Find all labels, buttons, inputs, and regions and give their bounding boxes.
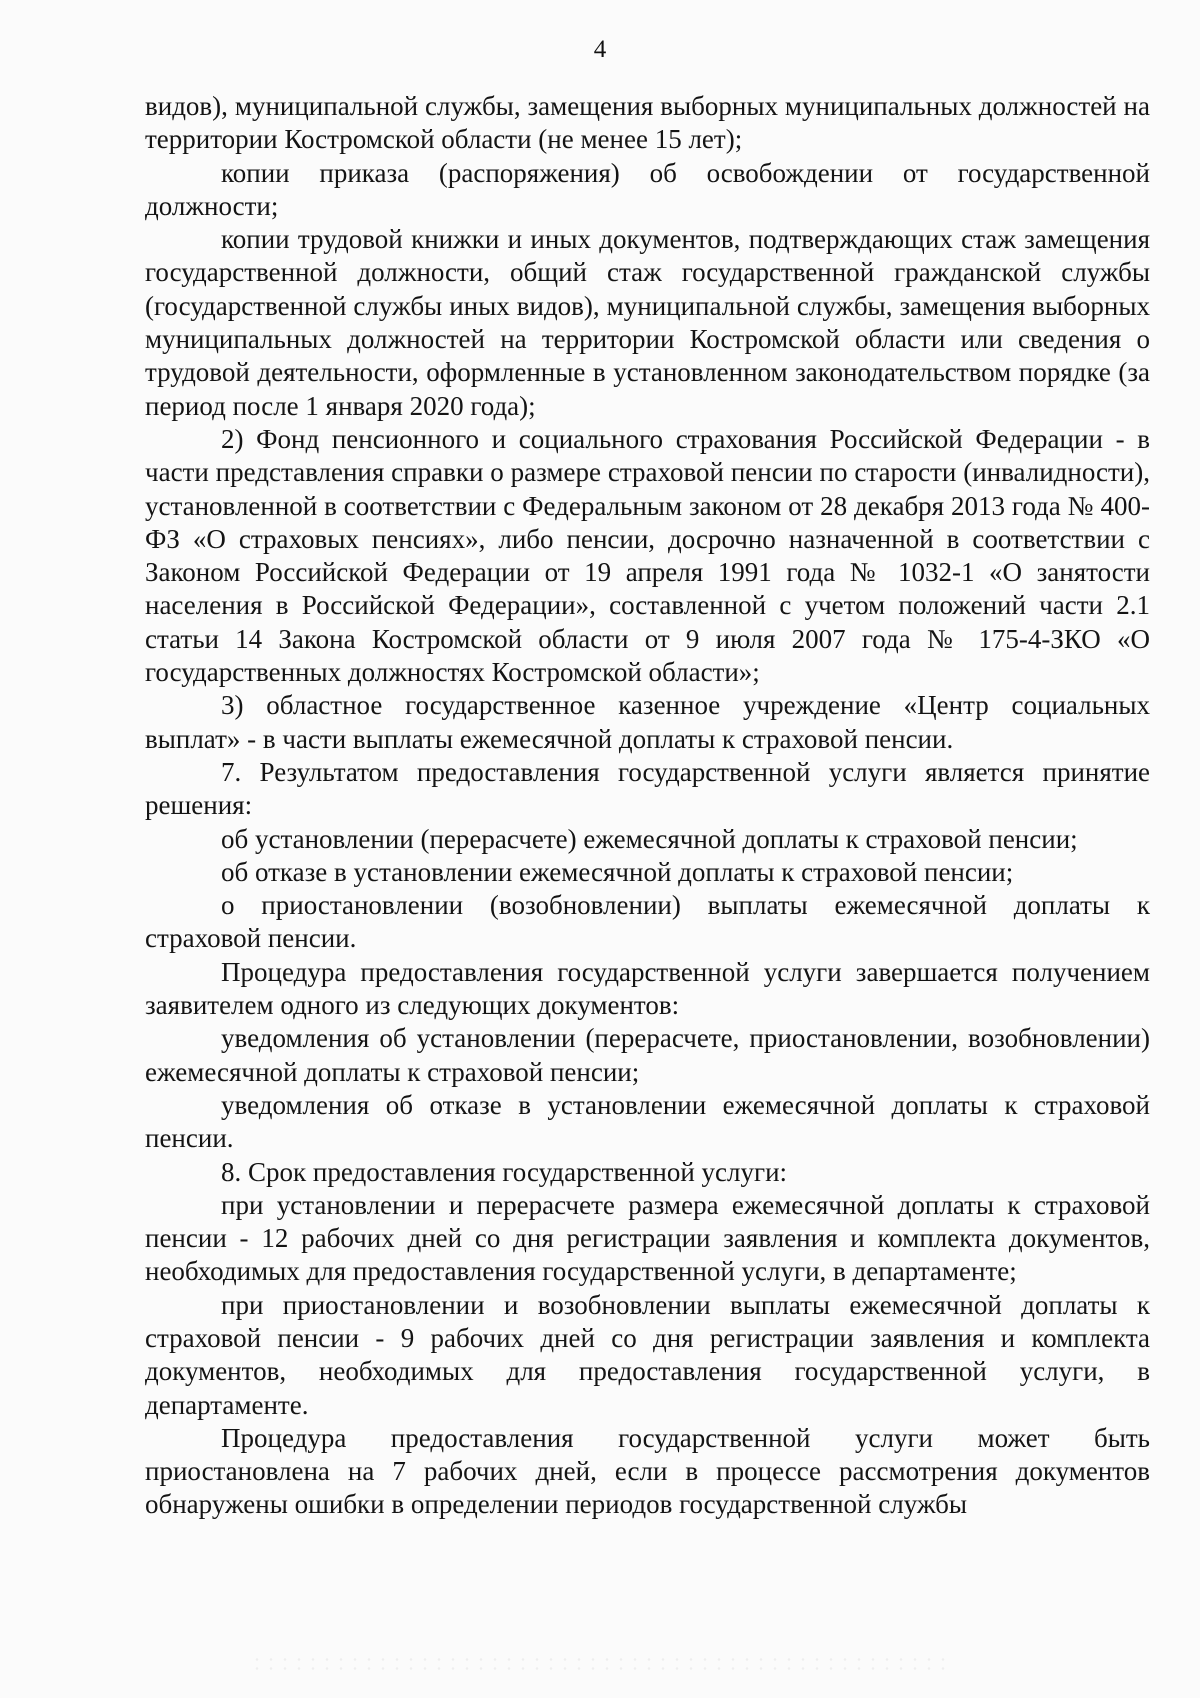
paragraph: уведомления об установлении (перерасчете, приостановлении, возобновлении) ежемесячной доплаты к страховой пенсии; [145, 1023, 1150, 1087]
page-number: 4 [593, 36, 607, 63]
paragraph: копии трудовой книжки и иных документов, подтверждающих стаж замещения государственной должности, общий стаж государственной гражданской службы (государственной службы иных видов), муниципальной службы, замещения выборных муниципальных должностей на территории Костромской области или сведения о трудовой деятельности, оформленные в установленном законодательством порядке (за период после 1 января 2020 года); [145, 224, 1150, 421]
paragraph: видов), муниципальной службы, замещения выборных муниципальных должностей на территории Костромской области (не менее 15 лет); [145, 91, 1150, 155]
scan-noise [250, 1655, 950, 1675]
paragraph: 8. Срок предоставления государственной услуги: [221, 1156, 788, 1187]
paragraph: при установлении и перерасчете размера ежемесячной доплаты к страховой пенсии - 12 рабочих дней со дня регистрации заявления и комплекта документов, необходимых для предоставления государственной услуги, в департаменте; [145, 1189, 1150, 1287]
paragraph: Процедура предоставления государственной услуги завершается получением заявителем одного из следующих документов: [145, 956, 1150, 1021]
document-body [145, 90, 1150, 1522]
paragraph: при приостановлении и возобновлении выплаты ежемесячной доплаты к страховой пенсии - 9 рабочих дней со дня регистрации заявления и комплекта документов, необходимых для предоставления государственной услуги, в департаменте. [145, 1289, 1150, 1420]
paragraph: об отказе в установлении ежемесячной доплаты к страховой пенсии; [221, 856, 1014, 887]
paragraph: 2) Фонд пенсионного и социального страхования Российской Федерации - в части представления справки о размере страховой пенсии по старости (инвалидности), установленной в соответствии с Федеральным законом от 28 декабря 2013 года № 400-ФЗ «О страховых пенсиях», либо пенсии, досрочно назначенной в соответствии с Законом Российской Федерации от 19 апреля 1991 года № 1032-1 «О занятости населения в Российской Федерации», составленной с учетом положений части 2.1 статьи 14 Закона Костромской области от 9 июля 2007 года № 175-4-ЗКО «О государственных должностях Костромской области»; [145, 423, 1150, 688]
paragraph: Процедура предоставления государственной услуги может быть приостановлена на 7 рабочих дней, если в процессе рассмотрения документов обнаружены ошибки в определении периодов государственной службы [145, 1422, 1150, 1520]
paragraph: уведомления об отказе в установлении ежемесячной доплаты к страховой пенсии. [145, 1089, 1150, 1154]
paragraph: о приостановлении (возобновлении) выплаты ежемесячной доплаты к страховой пенсии. [145, 890, 1150, 954]
paragraph: 3) областное государственное казенное учреждение «Центр социальных выплат» - в части выплаты ежемесячной доплаты к страховой пенсии. [145, 690, 1150, 754]
paragraph: копии приказа (распоряжения) об освобождении от государственной должности; [145, 157, 1150, 221]
paragraph: об установлении (перерасчете) ежемесячной доплаты к страховой пенсии; [221, 823, 1078, 854]
paragraph: 7. Результатом предоставления государственной услуги является принятие решения: [145, 756, 1150, 821]
